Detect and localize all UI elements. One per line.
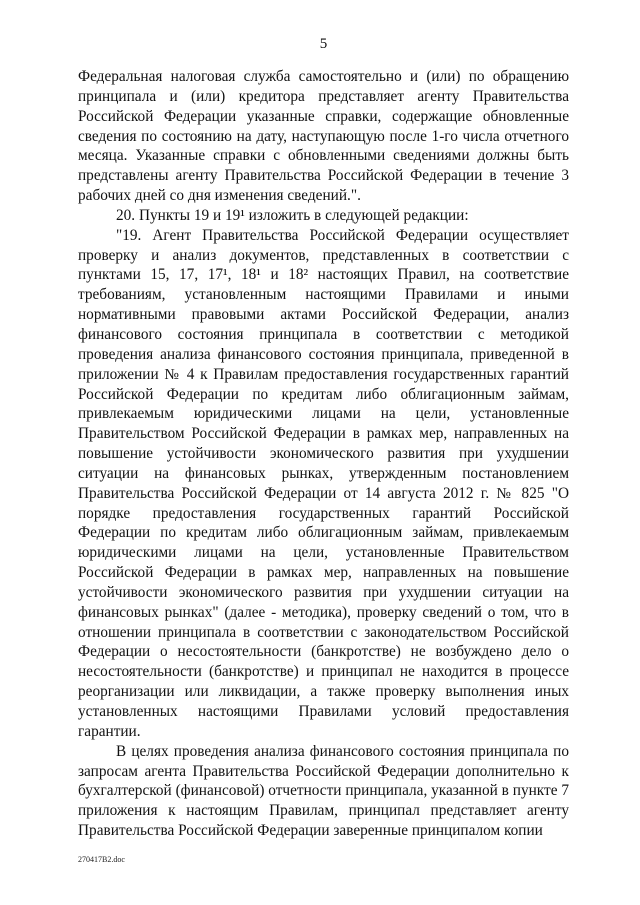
- document-body: [78, 67, 569, 841]
- paragraph-1: Федеральная налоговая служба самостоятельно и (или) по обращению принципала и (или) кредитора представляет агенту Правительства Российской Федерации указанные справки, содержащие обновленные сведения по состоянию на дату, наступающую после 1-го числа отчетного месяца. Указанные справки с обновленными сведениями должны быть представлены агенту Правительства Российской Федерации в течение 3 рабочих дней со дня изменения сведений.".: [78, 68, 569, 205]
- paragraph-2: 20. Пункты 19 и 19¹ изложить в следующей редакции:: [116, 206, 469, 224]
- document-footer-filename: 270417В2.doc: [78, 855, 125, 864]
- paragraph-4: В целях проведения анализа финансового состояния принципала по запросам агента Правительства Российской Федерации дополнительно к бухгалтерской (финансовой) отчетности принципала, указанной в пункте 7 приложения к настоящим Правилам, принципал представляет агенту Правительства Российской Федерации заверенные принципалом копии: [78, 742, 569, 840]
- page-number: 5: [319, 36, 328, 52]
- paragraph-3: "19. Агент Правительства Российской Федерации осуществляет проверку и анализ документов, представленных в соответствии с пунктами 15, 17, 17¹, 18¹ и 18² настоящих Правил, на соответствие требованиям, установленным настоящими Правилами и иными нормативными правовыми актами Российской Федерации, анализ финансового состояния принципала в соответствии с методикой проведения анализа финансового состояния принципала, приведенной в приложении № 4 к Правилам предоставления государственных гарантий Российской Федерации по кредитам либо облигационным займам, привлекаемым юридическими лицами на цели, установленные Правительством Российской Федерации в рамках мер, направленных на повышение устойчивости экономического развития при ухудшении ситуации на финансовых рынках, утвержденным постановлением Правительства Российской Федерации от 14 августа 2012 г. № 825 "О порядке предоставления государственных гарантий Российской Федерации по кредитам либо облигационным займам, привлекаемым юридическими лицами на цели, установленные Правительством Российской Федерации в рамках мер, направленных на повышение устойчивости экономического развития при ухудшении ситуации на финансовых рынках" (далее - методика), проверку сведений о том, что в отношении принципала в соответствии с законодательством Российской Федерации о несостоятельности (банкротстве) не возбуждено дело о несостоятельности (банкротстве) и принципал не находится в процессе реорганизации или ликвидации, а также проверку выполнения иных установленных настоящими Правилами условий предоставления гарантии.: [78, 226, 569, 740]
